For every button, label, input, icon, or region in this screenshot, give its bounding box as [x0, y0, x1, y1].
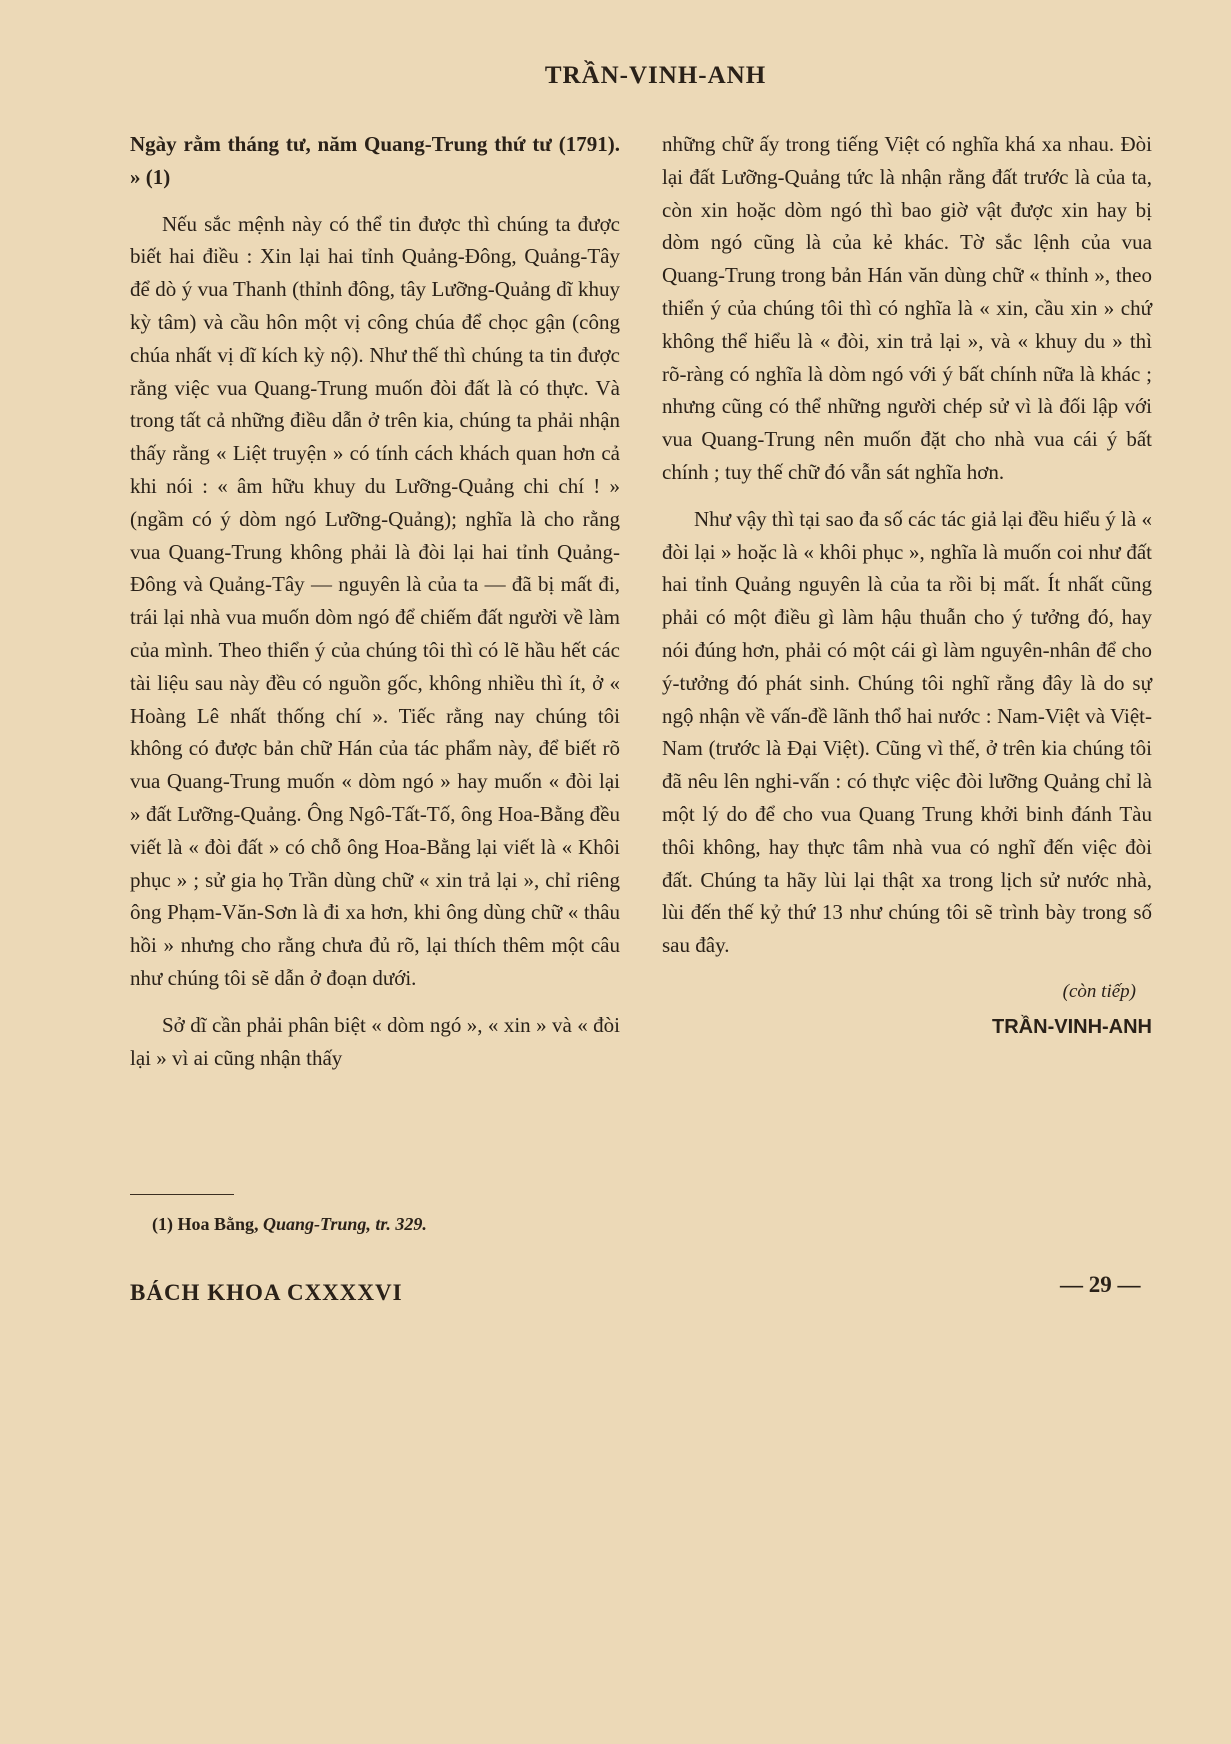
footnote-marker: (1): [152, 1214, 173, 1234]
right-paragraph-2: Như vậy thì tại sao đa số các tác giả lại đều hiểu ý là « đòi lại » hoặc là « khôi phục », nghĩa là muốn coi như đất hai tỉnh Quảng nguyên là của ta rồi bị mất. Ít nhất cũng phải có một điều gì làm hậu thuẫn cho ý tưởng đó, hay nói đúng hơn, phải có một cái gì làm nguyên-nhân để cho ý-tưởng đó phát sinh. Chúng tôi nghĩ rằng đây là do sự ngộ nhận về vấn-đề lãnh thổ hai nước : Nam-Việt và Việt-Nam (trước là Đại Việt). Cũng vì thế, ở trên kia chúng tôi đã nêu lên nghi-vấn : có thực việc đòi lưỡng Quảng chỉ là một lý do để cho vua Quang Trung khởi binh đánh Tàu thôi không, hay thực tâm nhà vua có nghĩ đến việc đòi đất. Chúng ta hãy lùi lại thật xa trong lịch sử nước nhà, lùi đến thế kỷ thứ 13 như chúng tôi sẽ trình bày trong số sau đây.: [662, 506, 1152, 958]
footnote-page: tr. 329.: [375, 1214, 427, 1234]
left-paragraph-3: Sở dĩ cần phải phân biệt « dòm ngó », « xin » và « đòi lại » vì ai cũng nhận thấy: [130, 1012, 620, 1070]
journal-name: BÁCH KHOA CXXXXVI: [130, 1280, 403, 1305]
footnote-text: Hoa Bằng,: [177, 1214, 259, 1234]
footnote-divider: [130, 1194, 234, 1195]
page-header-author: TRẦN-VINH-ANH: [544, 62, 767, 89]
right-column: [662, 128, 1152, 1044]
left-paragraph-2: Nếu sắc mệnh này có thể tin được thì chúng ta được biết hai điều : Xin lại hai tỉnh Quảng-Đông, Quảng-Tây để dò ý vua Thanh (thỉnh đông, tây Lưỡng-Quảng dĩ khuy kỳ tâm) và cầu hôn một vị công chúa để chọc gận (công chúa nhất vị dĩ kích kỳ nộ). Như thế thì chúng ta tin được rằng việc vua Quang-Trung muốn đòi đất là có thực. Và trong tất cả những điều dẫn ở trên kia, chúng ta phải nhận thấy rằng « Liệt truyện » có tính cách khách quan hơn cả khi nói : « âm hữu khuy du Lưỡng-Quảng chi chí ! » (ngầm có ý dòm ngó Lưỡng-Quảng); nghĩa là cho rằng vua Quang-Trung không phải là đòi lại hai tỉnh Quảng-Đông và Quảng-Tây — nguyên là của ta — đã bị mất đi, trái lại nhà vua muốn dòm ngó để chiếm đất người về làm của mình. Theo thiển ý của chúng tôi thì có lẽ hầu hết các tài liệu sau này đều có nguồn gốc, không nhiều thì ít, ở « Hoàng Lê nhất thống chí ». Tiếc rằng nay chúng tôi không có được bản chữ Hán của tác phẩm này, để biết rõ vua Quang-Trung muốn « dòm ngó » hay muốn « đòi lại » đất Lưỡng-Quảng. Ông Ngô-Tất-Tố, ông Hoa-Bằng đều viết là « đòi đất » có chỗ ông Hoa-Bằng lại viết là « Khôi phục » ; sử gia họ Trần dùng chữ « xin trả lại », chỉ riêng ông Phạm-Văn-Sơn là đi xa hơn, khi ông dùng chữ « thâu hồi » nhưng cho rằng chưa đủ rõ, lại thích thêm một câu như chúng tôi sẽ dẫn ở đoạn dưới.: [130, 211, 620, 990]
page-number: — 29 —: [1060, 1272, 1141, 1297]
continued-note: (còn tiếp): [1062, 980, 1136, 1002]
right-paragraph-1: những chữ ấy trong tiếng Việt có nghĩa khá xa nhau. Đòi lại đất Lưỡng-Quảng tức là nhận rằng đất trước là của ta, còn xin hoặc dòm ngó thì bao giờ vật được xin hay bị dòm ngó cũng là của kẻ khác. Tờ sắc lệnh của vua Quang-Trung trong bản Hán văn dùng chữ « thỉnh », theo thiển ý của chúng tôi thì có nghĩa là « xin, cầu xin » chứ không thể hiểu là « đòi, xin trả lại », và « khuy du » thì rõ-ràng có nghĩa là dòm ngó với ý bất chính nữa là khác ; nhưng cũng có thể những người chép sử vì là đối lập với vua Quang-Trung nên muốn đặt cho nhà vua cái ý bất chính ; tuy thế chữ đó vẫn sát nghĩa hơn.: [662, 132, 1152, 484]
footnote-title: Quang-Trung,: [263, 1214, 371, 1234]
footnote: [152, 1214, 427, 1235]
article-author: TRẦN-VINH-ANH: [992, 1015, 1152, 1038]
left-column: [130, 128, 620, 1088]
left-paragraph-1: Ngày rằm tháng tư, năm Quang-Trung thứ tư (1791). » (1): [130, 132, 620, 189]
